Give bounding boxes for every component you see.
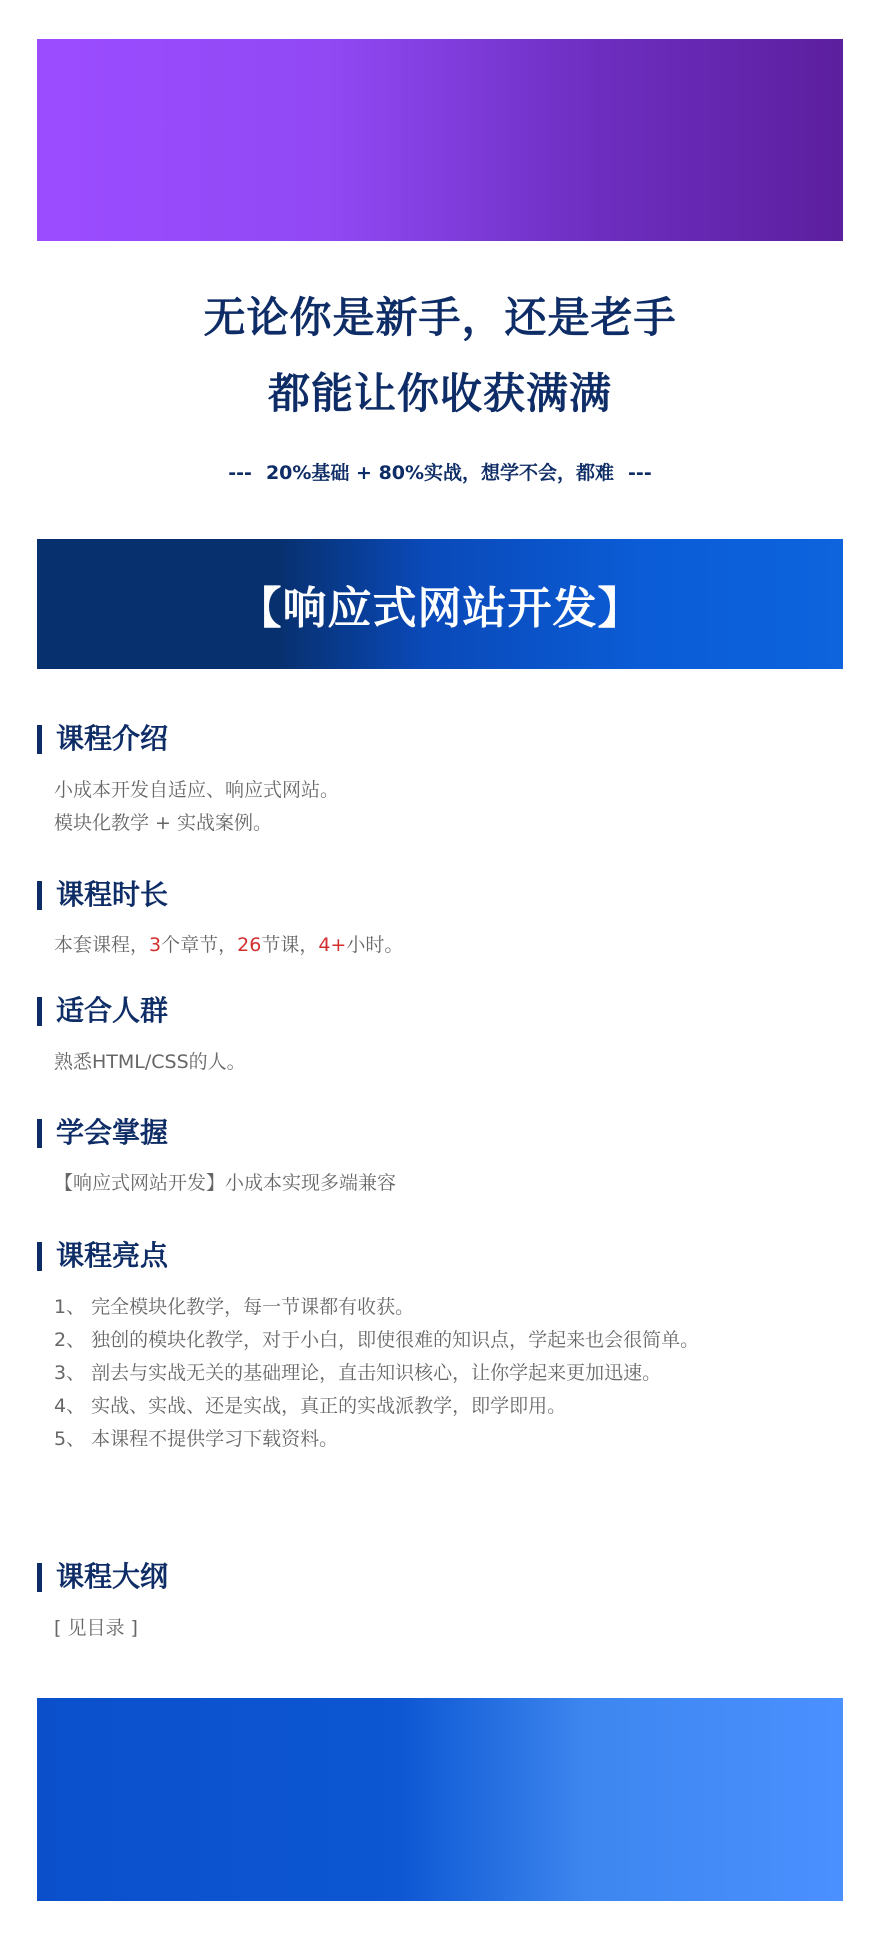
- section-heading-skills: [37, 1118, 168, 1148]
- skills-text: 【响应式网站开发】小成本实现多端兼容: [54, 1172, 397, 1194]
- audience-text: 熟悉HTML/CSS的人。: [54, 1051, 246, 1073]
- heading-bar: [37, 881, 42, 910]
- section-heading-audience: [37, 996, 168, 1026]
- section-heading-outline: [37, 1562, 168, 1592]
- highlight-item: 5、 本课程不提供学习下载资料。: [54, 1428, 339, 1450]
- outline-text: [ 见目录 ]: [54, 1617, 138, 1639]
- section-title-intro: 课程介绍: [56, 722, 169, 755]
- duration-hours-unit: 小时。: [346, 934, 404, 956]
- tagline-text: 20%基础 + 80%实战，想学不会，都难: [265, 462, 615, 484]
- duration-lessons: 26: [237, 934, 262, 956]
- section-title-skills: 学会掌握: [56, 1116, 169, 1149]
- course-banner: [37, 539, 843, 669]
- section-heading-duration: [37, 880, 168, 910]
- section-heading-highlights: [37, 1241, 168, 1271]
- headline-line-1: 无论你是新手，还是老手: [203, 293, 677, 342]
- intro-line-1: 小成本开发自适应、响应式网站。: [54, 779, 340, 801]
- highlight-item: 3、 剖去与实战无关的基础理论，直击知识核心，让你学起来更加迅速。: [54, 1362, 662, 1384]
- course-title: 【响应式网站开发】: [237, 583, 643, 634]
- section-heading-intro: [37, 724, 168, 754]
- heading-bar: [37, 997, 42, 1026]
- section-title-audience: 适合人群: [56, 994, 169, 1027]
- intro-line-2: 模块化教学 + 实战案例。: [54, 812, 272, 834]
- highlight-item: 2、 独创的模块化教学，对于小白，即使很难的知识点，学起来也会很简单。: [54, 1329, 700, 1351]
- section-title-duration: 课程时长: [56, 878, 169, 911]
- highlight-item: 4、 实战、实战、还是实战，真正的实战派教学，即学即用。: [54, 1395, 567, 1417]
- duration-hours: 4+: [318, 934, 347, 956]
- headline-line-2: 都能让你收获满满: [267, 369, 612, 418]
- duration-prefix: 本套课程，: [54, 934, 150, 956]
- tagline-dash-left: ---: [228, 462, 252, 484]
- section-title-outline: 课程大纲: [56, 1560, 169, 1593]
- heading-bar: [37, 1563, 42, 1592]
- tagline-dash-right: ---: [628, 462, 652, 484]
- highlight-item: 1、 完全模块化教学，每一节课都有收获。: [54, 1296, 415, 1318]
- duration-lessons-unit: 节课，: [261, 934, 319, 956]
- duration-text: [54, 929, 403, 962]
- heading-bar: [37, 1119, 42, 1148]
- top-banner: [37, 39, 843, 241]
- bottom-banner: [37, 1698, 843, 1901]
- duration-chapters: 3: [149, 934, 162, 956]
- intro-text: [54, 774, 339, 840]
- heading-bar: [37, 725, 42, 754]
- heading-bar: [37, 1242, 42, 1271]
- tagline: [0, 460, 880, 486]
- section-title-highlights: 课程亮点: [56, 1239, 169, 1272]
- highlights-list: [54, 1291, 699, 1456]
- duration-chapters-unit: 个章节，: [161, 934, 238, 956]
